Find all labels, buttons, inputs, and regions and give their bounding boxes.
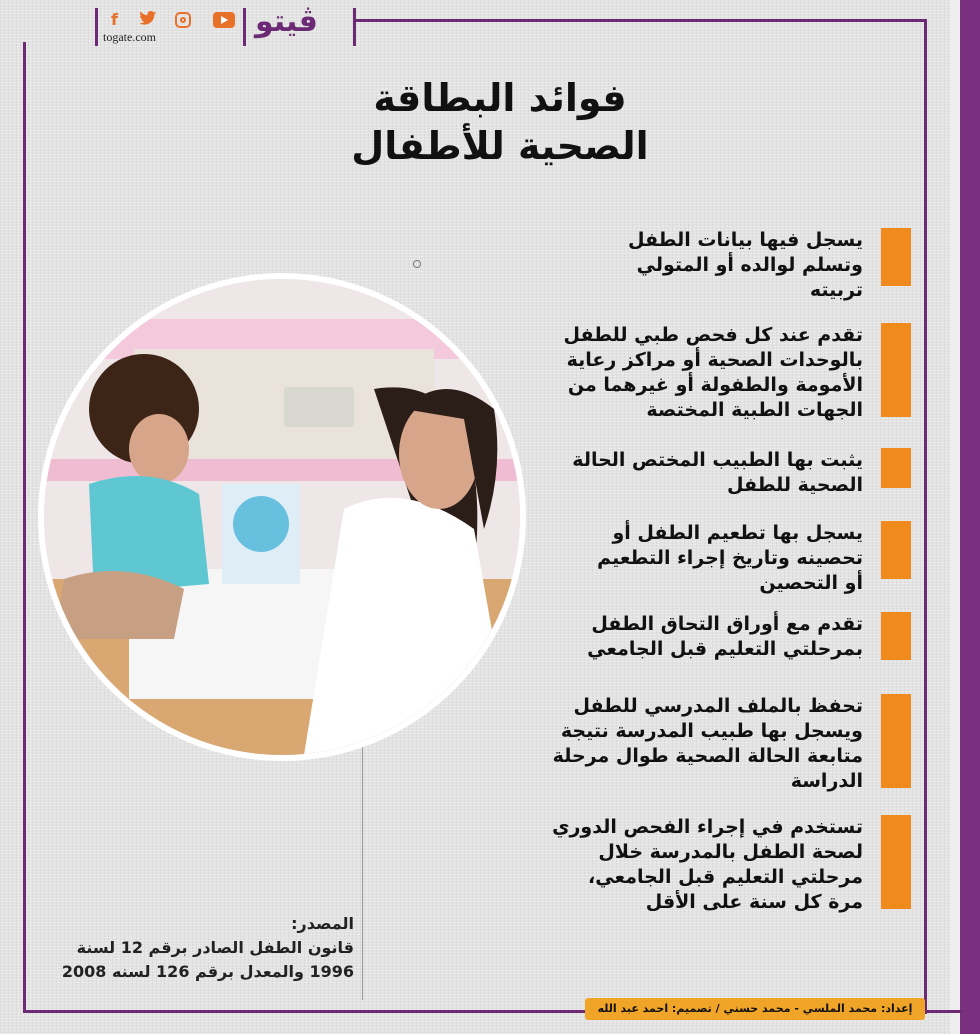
twitter-icon[interactable] (139, 10, 157, 30)
decorative-circle (413, 260, 421, 268)
benefit-item (480, 228, 911, 301)
benefit-item (480, 448, 911, 496)
source-note: المصدر: قانون الطفل الصادر برقم 12 لسنة 1996 والمعدل برقم 126 لسنه 2008 (61, 914, 354, 981)
frame-right (924, 19, 927, 1014)
benefit-item (480, 815, 911, 913)
orange-bullet-bar (881, 612, 911, 660)
benefit-text: يسجل فيها بيانات الطفل وتسلم لوالده أو المتولي تربيته (627, 229, 863, 301)
benefit-text: تقدم عند كل فحص طبي للطفل بالوحدات الصحية أو مراكز رعاية الأمومة والطفولة أو غيرهما من الجهات الطبية المختصة (563, 324, 863, 421)
header-divider (353, 8, 356, 46)
benefit-item (480, 694, 911, 792)
benefit-text: تستخدم في إجراء الفحص الدوري لصحة الطفل بالمدرسة خلال مرحلتي التعليم قبل الجامعي، مرة كل سنة على الأقل (552, 816, 863, 913)
header-bar (95, 4, 357, 44)
title-line-2: الصحية للأطفال (351, 124, 649, 168)
edge-strip-light (950, 0, 960, 1034)
orange-bullet-bar (881, 521, 911, 579)
header-divider (95, 8, 98, 46)
orange-bullet-bar (881, 323, 911, 417)
frame-top (355, 19, 927, 22)
benefit-text: يثبت بها الطبيب المختص الحالة الصحية للطفل (572, 449, 863, 496)
title-line-1: فوائد البطاقة (373, 76, 627, 120)
header-divider (243, 8, 246, 46)
orange-bullet-bar (881, 448, 911, 488)
frame-left (23, 42, 26, 1012)
orange-bullet-bar (881, 815, 911, 909)
edge-strip (960, 0, 980, 1034)
orange-bullet-bar (881, 228, 911, 286)
youtube-icon[interactable] (213, 12, 235, 28)
facebook-icon[interactable]: f (111, 10, 118, 29)
benefit-text: تحفظ بالملف المدرسي للطفل ويسجل بها طبيب المدرسة نتيجة متابعة الحالة الصحية طوال مرحلة الدراسة (552, 695, 863, 792)
page-title (300, 74, 700, 170)
credits-badge: إعداد: محمد الملسي - محمد حسني / تصميم: احمد عبد الله (585, 998, 925, 1020)
benefit-text: تقدم مع أوراق التحاق الطفل بمرحلتي التعليم قبل الجامعي (587, 613, 863, 660)
instagram-icon[interactable] (175, 12, 191, 28)
photo-doctor-and-child (38, 273, 526, 761)
benefit-item (480, 323, 911, 421)
orange-bullet-bar (881, 694, 911, 788)
site-url[interactable]: togate.com (103, 30, 156, 44)
benefit-text: يسجل بها تطعيم الطفل أو تحصينه وتاريخ إجراء التطعيم أو التحصين (597, 522, 863, 594)
brand-logo: ڤيتو (255, 4, 318, 39)
benefit-item (480, 612, 911, 660)
benefit-item (480, 521, 911, 594)
